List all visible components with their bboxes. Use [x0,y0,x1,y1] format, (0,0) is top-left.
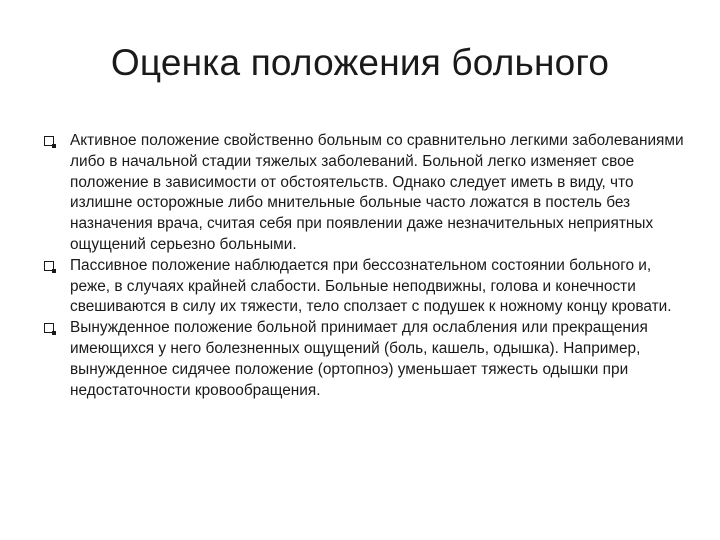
checkbox-square-icon [44,261,54,271]
bullet-text: Активное положение свойственно больным со сравнительно легкими заболеваниями либо в начальной стадии тяжелых заболеваний. Больной легко изменяет свое положение в зависимости от обстоятельств. Однако следует иметь в виду, что излишне осторожные либо мнительные больные часто ложатся в постель без назначения врача, считая себя при появлении даже незначительных неприятных ощущений серьезно больными. [70,132,684,253]
slide-title: Оценка положения больного [110,42,610,83]
bullet-text: Пассивное положение наблюдается при бессознательном состоянии больного и, реже, в случаях крайней слабости. Больные неподвижны, голова и конечности свешиваются в силу их тяжести, тело сползает с подушек к ножному концу кровати. [70,256,672,316]
bullet-item-forced-position [44,318,690,401]
bullet-text: Вынужденное положение больной принимает для ослабления или прекращения имеющихся у него болезненных ощущений (боль, кашель, одышка). Например, вынужденное сидячее положение (ортопноэ) уменьшает тяжесть одышки при недостаточности кровообращения. [70,319,648,399]
checkbox-square-icon [44,323,54,333]
bullet-item-passive-position [44,256,690,318]
bullet-list [44,131,690,401]
checkbox-square-icon [44,136,54,146]
bullet-item-active-position [44,131,690,256]
